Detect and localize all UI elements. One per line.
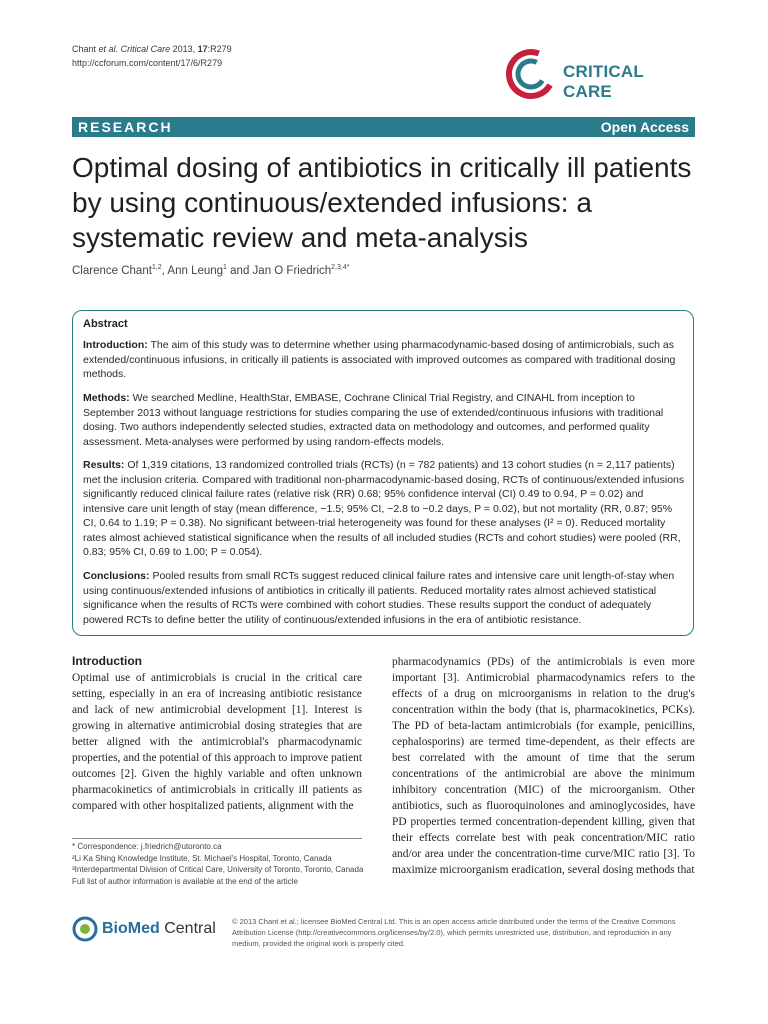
biomed-central-icon (72, 916, 98, 942)
body-column-left: Optimal use of antimicrobials is crucial in the critical care setting, especially in an era of increasing antibiotic resistance and lack of new antimicrobial development [1]. Interest is growing in alternative antimicrobial dosing strategies that are better aligned with the antimicrobial's pharmacodynamic properties, and the potential of this approach to improve patient outcomes [2]. Given the highly variable and often unknown pharmacokinetics of antimicrobials in critically ill patients as compared with other hospitalized patients, alignment with the (72, 672, 362, 812)
author-list: Clarence Chant$^{1,2}$, Ann Leung$^1$ and Jan O Friedrich$^{2,3,4*}$ (72, 264, 350, 277)
citation-etal: et al. (98, 44, 119, 54)
journal-logo (505, 48, 695, 100)
abstract-section-text: We searched Medline, HealthStar, EMBASE, Cochrane Clinical Trial Registry, and CINAHL from inception to September 2013 without language restrictions for studies comparing the use of extended/continuous infusions with traditional dosing. Two authors independently selected studies, extracted data on methodology and outcomes, and performed quality assessment. Meta-analyses were performed by using random-effects models. (83, 392, 664, 448)
article-type: RESEARCH (78, 119, 173, 135)
author-affiliation-sup: 1 (223, 264, 227, 271)
abstract-introduction (83, 338, 687, 382)
abstract-section-label: Conclusions: (83, 570, 150, 582)
citation-header (72, 42, 232, 70)
author-name: Clarence Chant (72, 264, 152, 277)
abstract-box (72, 310, 694, 636)
section-banner (72, 117, 695, 137)
author-name: Ann Leung (167, 264, 224, 277)
citation-volume: 17 (197, 44, 208, 54)
footnote-divider (72, 838, 362, 839)
citation-article: :R279 (207, 44, 232, 54)
citation-author: Chant (72, 44, 97, 54)
author-info-note: Full list of author information is available at the end of the article (72, 876, 298, 886)
publisher-logo (72, 914, 222, 950)
abstract-conclusions (83, 569, 687, 627)
abstract-section-label: Methods: (83, 392, 130, 404)
affiliation-note: ²Li Ka Shing Knowledge Institute, St. Michael's Hospital, Toronto, Canada (72, 853, 332, 863)
abstract-results (83, 458, 687, 560)
journal-logo-icon (505, 48, 557, 100)
article-url[interactable]: http://ccforum.com/content/17/6/R279 (72, 58, 223, 68)
correspondence-note: * Correspondence: j.friedrich@utoronto.ca (72, 842, 222, 851)
author-affiliation-sup: 2,3,4* (331, 264, 350, 271)
journal-name: CRITICAL CARE (563, 62, 644, 101)
author-conjunction: and (230, 264, 250, 277)
author-name: Jan O Friedrich (252, 264, 332, 277)
license-text: © 2013 Chant et al.; licensee BioMed Central Ltd. This is an open access article distributed under the terms of the Creative Commons Attribution License (http://creativecommons.org/licenses/by/2.0), which permits unrestricted use, distribution, and reproduction in any medium, provided the original work is properly cited. (232, 917, 676, 948)
publisher-name-bm: BioMed (102, 920, 160, 937)
citation-year: 2013, (172, 44, 196, 54)
abstract-section-label: Introduction: (83, 339, 148, 351)
abstract-section-label: Results: (83, 459, 125, 471)
article-title: Optimal dosing of antibiotics in critically ill patients by using continuous/extended infusions: a systematic review and meta-analysis (72, 152, 692, 253)
introduction-heading: Introduction (72, 654, 142, 668)
abstract-methods (83, 391, 687, 449)
abstract-section-text: Pooled results from small RCTs suggest reduced clinical failure rates and intensive care unit length-of-stay when using continuous/extended infusions of antibiotics in critically ill patients. Reduced mortality rates almost achieved statistical significance when the results of RCTs were combined with cohort studies. These results support the conduct of adequately powered RCTs to define better the utility of continuous/extended infusions in the era of antibiotic resistance. (83, 570, 675, 626)
abstract-heading: Abstract (83, 318, 128, 330)
affiliation-note: ³Interdepartmental Division of Critical Care, University of Toronto, Toronto, Canada (72, 865, 364, 874)
abstract-section-text: The aim of this study was to determine whether using pharmacodynamic-based dosing of antimicrobials, such as extended/continuous infusions, in critically ill patients is associated with improved outcomes as compared with traditional dosing methods. (83, 339, 676, 380)
publisher-name (102, 920, 216, 938)
body-column-right: pharmacodynamics (PDs) of the antimicrobials is even more important [3]. Antimicrobial pharmacodynamics refers to the effects of a drug on microorganisms in relation to the drug's concentration within the body (that is, pharmacokinetics, PCKs). The PD of beta-lactam antimicrobials (for example, penicillins, cephalosporins) are termed time-dependent, as their effects are best correlated with the amount of time that the serum concentrations of the antimicrobial are above the minimum inhibitory concentration (MIC) of the microorganism. Other antibiotics, such as fluoroquinolones and aminoglycosides, have PD properties termed concentration-dependent killing, given that their effects correlate best with peak concentration/MIC ratio and/or area under the concentration-time curve/MIC ratio [3]. To maximize microorganism eradication, several dosing methods that (392, 656, 695, 876)
footnotes (72, 841, 372, 887)
citation-line (72, 42, 232, 56)
author-affiliation-sup: 1,2 (151, 264, 162, 271)
abstract-section-text: Of 1,319 citations, 13 randomized controlled trials (RCTs) (n = 782 patients) and 13 cohort studies (n = 2,117 patients) met the inclusion criteria. Compared with traditional non-pharmacodynamic-based dosing, RCTs of continuous/extended infusions significantly reduced clinical failure rates (relative risk (RR) 0.68; 95% confidence interval (CI) 0.49 to 0.94, P = 0.02) and intensive care unit length of stay (mean difference, −1.5; 95% CI, −2.8 to −0.2 days, P = 0.02), but not mortality (RR, 0.87; 95% CI, 0.64 to 1.19; P = 0.38). No significant between-trial heterogeneity was found for these analyses (I² = 0). Reduced mortality rates almost achieved statistical significance when the results of all included studies (RCTs and cohort studies) were pooled (RR, 0.83; 95% CI, 0.69 to 1.00; P = 0.054). (83, 459, 685, 558)
publisher-name-central: Central (159, 920, 216, 937)
citation-journal: Critical Care (120, 44, 171, 54)
open-access-label: Open Access (600, 119, 689, 135)
